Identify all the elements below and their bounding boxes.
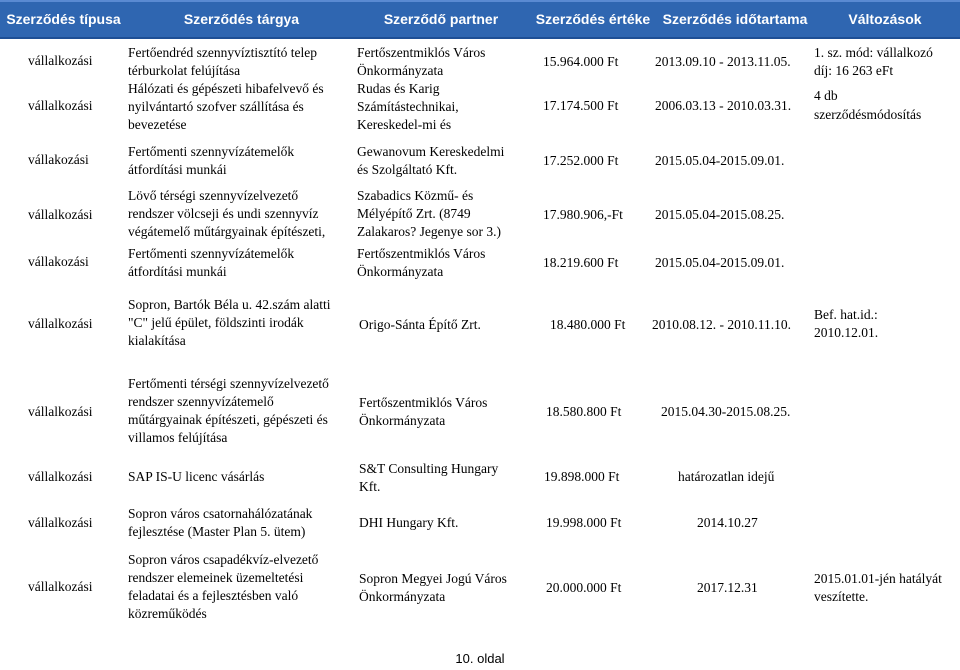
subject-line: rendszer völcseji és undi szennyvíz: [128, 206, 319, 221]
changes-line: 2015.01.01-jén hatályát: [814, 571, 942, 586]
changes-line: díj: 16 263 eFt: [814, 63, 894, 78]
type-cell: vállalkozási: [28, 515, 93, 530]
type-cell: vállalkozási: [28, 469, 93, 484]
subject-line: Fertőmenti térségi szennyvízelvezető: [128, 376, 329, 391]
duration-cell: 2015.04.30-2015.08.25.: [661, 404, 791, 419]
changes-line: 2010.12.01.: [814, 325, 879, 340]
partner-line: S&T Consulting Hungary: [359, 461, 499, 476]
type-cell: vállalkozási: [28, 98, 93, 113]
subject-line: Fertőendréd szennyvíztisztító telep: [128, 45, 317, 60]
subject-line: "C" jelű épület, földszinti irodák: [128, 315, 304, 330]
header-partner: Szerződő partner: [383, 11, 499, 27]
partner-line: Zalakaros? Jegenye sor 3.): [357, 224, 501, 239]
duration-cell: 2006.03.13 - 2010.03.31.: [655, 98, 792, 113]
duration-cell: 2010.08.12. - 2010.11.10.: [652, 317, 791, 332]
subject-line: átfordítási munkái: [128, 162, 227, 177]
changes-line: szerződésmódosítás: [814, 107, 922, 122]
subject-line: villamos felújítása: [128, 430, 228, 445]
subject-line: Hálózati és gépészeti hibafelvevő és: [128, 81, 324, 96]
table-header: [0, 0, 960, 39]
partner-line: Önkormányzata: [359, 589, 446, 604]
changes-line: 4 db: [814, 88, 838, 103]
header-subject: Szerződés tárgya: [183, 11, 300, 27]
partner-line: Fertőszentmiklós Város: [357, 246, 486, 261]
value-cell: 18.580.800 Ft: [546, 404, 622, 419]
value-cell: 19.998.000 Ft: [546, 515, 622, 530]
header-type: Szerződés típusa: [6, 11, 121, 27]
value-cell: 17.174.500 Ft: [543, 98, 619, 113]
partner-line: Kereskedel-mi és: [357, 117, 452, 132]
partner-line: Rudas és Karig: [357, 81, 440, 96]
changes-line: veszítette.: [814, 589, 869, 604]
partner-line: DHI Hungary Kft.: [359, 515, 459, 530]
partner-line: és Szolgáltató Kft.: [357, 162, 458, 177]
subject-line: Fertőmenti szennyvízátemelők: [128, 144, 295, 159]
type-cell: vállakozási: [28, 152, 89, 167]
type-cell: vállalkozási: [28, 207, 93, 222]
partner-line: Fertőszentmiklós Város: [359, 395, 488, 410]
partner-line: Gewanovum Kereskedelmi: [357, 144, 505, 159]
subject-line: nyilvántartó szofver szállítása és: [128, 99, 304, 114]
type-cell: vállalkozási: [28, 316, 93, 331]
subject-line: átfordítási munkái: [128, 264, 227, 279]
duration-cell: 2015.05.04-2015.08.25.: [655, 207, 785, 222]
value-cell: 20.000.000 Ft: [546, 580, 622, 595]
subject-line: bevezetése: [128, 117, 187, 132]
value-cell: 19.898.000 Ft: [544, 469, 620, 484]
subject-line: kialakítása: [128, 333, 186, 348]
partner-line: Szabadics Közmű- és: [357, 188, 474, 203]
partner-line: Kft.: [359, 479, 381, 494]
subject-line: közreműködés: [128, 606, 207, 621]
subject-line: SAP IS-U licenc vásárlás: [128, 469, 265, 484]
page-number: 10. oldal: [455, 651, 505, 666]
duration-cell: 2013.09.10 - 2013.11.05.: [655, 54, 791, 69]
subject-line: rendszer elemeinek üzemeltetési: [128, 570, 304, 585]
partner-line: Önkormányzata: [359, 413, 446, 428]
duration-cell: 2015.05.04-2015.09.01.: [655, 153, 785, 168]
subject-line: fejlesztése (Master Plan 5. ütem): [128, 524, 306, 539]
value-cell: 15.964.000 Ft: [543, 54, 619, 69]
value-cell: 18.219.600 Ft: [543, 255, 619, 270]
duration-cell: 2014.10.27: [697, 515, 758, 530]
subject-line: térburkolat felújítása: [128, 63, 241, 78]
header-value: Szerződés értéke: [535, 11, 651, 27]
duration-cell: határozatlan idejű: [678, 469, 775, 484]
subject-line: Sopron város csapadékvíz-elvezető: [128, 552, 319, 567]
type-cell: vállalkozási: [28, 579, 93, 594]
subject-line: Lövő térségi szennyvízelvezető: [128, 188, 299, 203]
partner-line: Mélyépítő Zrt. (8749: [357, 206, 471, 221]
changes-line: Bef. hat.id.:: [814, 307, 878, 322]
partner-line: Fertőszentmiklós Város: [357, 45, 486, 60]
type-cell: vállalkozási: [28, 404, 93, 419]
type-cell: vállakozási: [28, 254, 89, 269]
header-duration: Szerződés időtartama: [662, 11, 808, 27]
header-changes: Változások: [848, 11, 922, 27]
subject-line: műtárgyainak építészeti, gépészeti és: [128, 412, 328, 427]
duration-cell: 2015.05.04-2015.09.01.: [655, 255, 785, 270]
type-cell: vállalkozási: [28, 53, 93, 68]
subject-line: végátemelő műtárgyainak építészeti,: [128, 224, 326, 239]
duration-cell: 2017.12.31: [697, 580, 758, 595]
partner-line: Önkormányzata: [357, 264, 444, 279]
value-cell: 17.980.906,-Ft: [543, 207, 623, 222]
value-cell: 17.252.000 Ft: [543, 153, 619, 168]
partner-line: Origo-Sánta Építő Zrt.: [359, 317, 481, 332]
partner-line: Számítástechnikai,: [357, 99, 459, 114]
partner-line: Sopron Megyei Jogú Város: [359, 571, 507, 586]
subject-line: rendszer szennyvízátemelő: [128, 394, 274, 409]
partner-line: Önkormányzata: [357, 63, 444, 78]
subject-line: Fertőmenti szennyvízátemelők: [128, 246, 295, 261]
subject-line: Sopron, Bartók Béla u. 42.szám alatti: [128, 297, 331, 312]
value-cell: 18.480.000 Ft: [550, 317, 626, 332]
subject-line: Sopron város csatornahálózatának: [128, 506, 313, 521]
subject-line: feladatai és a fejlesztésben való: [128, 588, 299, 603]
changes-line: 1. sz. mód: vállalkozó: [814, 45, 933, 60]
